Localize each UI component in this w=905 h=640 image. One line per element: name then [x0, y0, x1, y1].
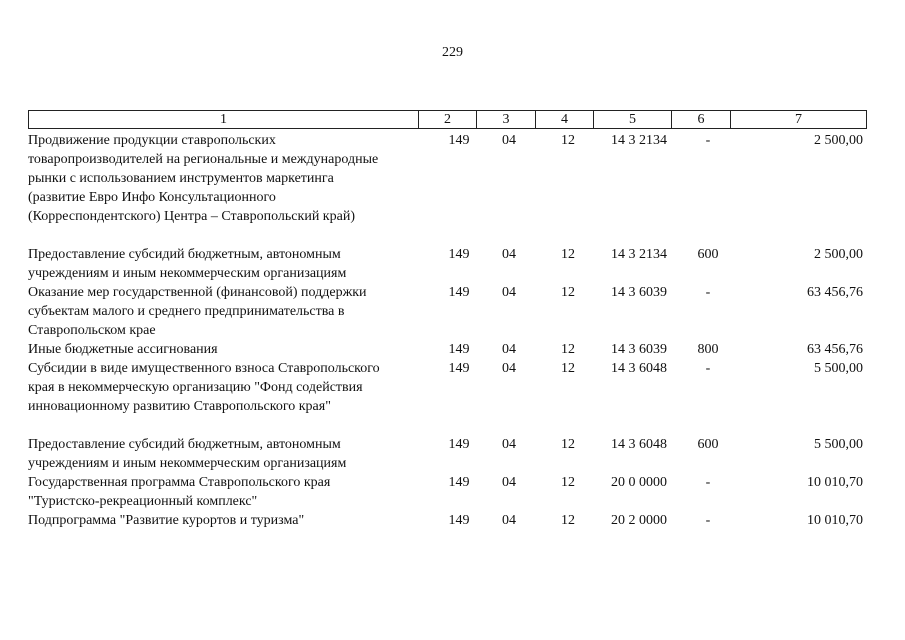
- row-cell-c6: -: [705, 133, 711, 148]
- row-cell-c6: -: [705, 361, 711, 376]
- row-name-line: субъектам малого и среднего предпринимательства в: [28, 304, 345, 319]
- column-header-7: 7: [731, 111, 867, 129]
- row-name-line: Подпрограмма "Развитие курортов и туризма": [28, 513, 305, 528]
- row-cell-c5: 14 3 6048: [611, 361, 667, 376]
- row-cell-c2: 149: [448, 437, 470, 452]
- row-cell-c4: 12: [561, 133, 575, 148]
- row-name-line: Ставропольском крае: [28, 323, 156, 338]
- table-row: [28, 359, 866, 416]
- row-cell-c4: 12: [561, 247, 575, 262]
- row-cell-c2: 149: [448, 475, 470, 490]
- row-name: [28, 283, 439, 340]
- table-row: [28, 245, 866, 283]
- row-cell-c5: 14 3 6039: [611, 285, 667, 300]
- table-row: [28, 131, 866, 226]
- row-cell-c7: 5 500,00: [814, 437, 863, 452]
- row-cell-c2: 149: [448, 247, 470, 262]
- row-name: [28, 511, 439, 530]
- table-body: [28, 131, 866, 530]
- row-cell-c4: 12: [561, 475, 575, 490]
- row-cell-c2: 149: [448, 285, 470, 300]
- row-name-line: края в некоммерческую организацию "Фонд содействия: [28, 380, 363, 395]
- row-cell-c3: 04: [502, 437, 516, 452]
- row-cell-c7: 63 456,76: [807, 285, 863, 300]
- row-cell-c5: 20 0 0000: [611, 475, 667, 490]
- row-name-line: Предоставление субсидий бюджетным, автономным: [28, 247, 341, 262]
- row-cell-c4: 12: [561, 437, 575, 452]
- row-name-line: "Туристско-рекреационный комплекс": [28, 494, 258, 509]
- column-header-2: 2: [419, 111, 477, 129]
- page-number: 229: [442, 45, 463, 60]
- row-cell-c2: 149: [448, 361, 470, 376]
- row-cell-c7: 2 500,00: [814, 247, 863, 262]
- row-cell-c6: -: [705, 285, 711, 300]
- row-cell-c7: 10 010,70: [807, 513, 863, 528]
- column-header-1: 1: [29, 111, 419, 129]
- row-cell-c2: 149: [448, 342, 470, 357]
- row-cell-c2: 149: [448, 133, 470, 148]
- column-header-6: 6: [672, 111, 731, 129]
- column-header-3: 3: [477, 111, 536, 129]
- row-cell-c6: -: [705, 513, 711, 528]
- row-cell-c5: 14 3 2134: [611, 247, 667, 262]
- row-name: [28, 245, 439, 283]
- table-row: [28, 340, 866, 359]
- row-name: [28, 131, 439, 226]
- column-header-4: 4: [536, 111, 594, 129]
- column-header-row: [29, 111, 867, 129]
- row-cell-c3: 04: [502, 342, 516, 357]
- column-header-table: [28, 110, 867, 129]
- row-name-line: Предоставление субсидий бюджетным, автономным: [28, 437, 341, 452]
- row-cell-c4: 12: [561, 513, 575, 528]
- row-name-line: Продвижение продукции ставропольских: [28, 133, 276, 148]
- column-header-5: 5: [594, 111, 672, 129]
- row-cell-c6: 600: [697, 437, 719, 452]
- row-cell-c2: 149: [448, 513, 470, 528]
- row-name-line: (развитие Евро Инфо Консультационного: [28, 190, 276, 205]
- row-cell-c7: 2 500,00: [814, 133, 863, 148]
- row-name-line: Оказание мер государственной (финансовой) поддержки: [28, 285, 367, 300]
- row-cell-c3: 04: [502, 133, 516, 148]
- table-row: [28, 511, 866, 530]
- row-cell-c4: 12: [561, 342, 575, 357]
- row-cell-c5: 14 3 6039: [611, 342, 667, 357]
- row-cell-c6: -: [705, 475, 711, 490]
- table-row: [28, 435, 866, 473]
- row-cell-c5: 14 3 2134: [611, 133, 667, 148]
- row-cell-c4: 12: [561, 361, 575, 376]
- row-name-line: учреждениям и иным некоммерческим организациям: [28, 266, 347, 281]
- row-name: [28, 359, 439, 416]
- row-name-line: инновационному развитию Ставропольского края": [28, 399, 331, 414]
- row-name-line: (Корреспондентского) Центра – Ставропольский край): [28, 209, 355, 224]
- row-cell-c3: 04: [502, 285, 516, 300]
- row-cell-c7: 10 010,70: [807, 475, 863, 490]
- row-name-line: Субсидии в виде имущественного взноса Ставропольского: [28, 361, 380, 376]
- row-name-line: товаропроизводителей на региональные и международные: [28, 152, 379, 167]
- row-name: [28, 340, 439, 359]
- table-row: [28, 473, 866, 511]
- row-name-line: учреждениям и иным некоммерческим организациям: [28, 456, 347, 471]
- row-cell-c7: 63 456,76: [807, 342, 863, 357]
- row-cell-c4: 12: [561, 285, 575, 300]
- row-cell-c6: 600: [697, 247, 719, 262]
- row-name-line: Иные бюджетные ассигнования: [28, 342, 218, 357]
- row-cell-c3: 04: [502, 475, 516, 490]
- row-cell-c5: 20 2 0000: [611, 513, 667, 528]
- row-name-line: рынки с использованием инструментов маркетинга: [28, 171, 334, 186]
- row-cell-c3: 04: [502, 247, 516, 262]
- table-row: [28, 283, 866, 340]
- row-cell-c3: 04: [502, 513, 516, 528]
- row-cell-c3: 04: [502, 361, 516, 376]
- row-cell-c6: 800: [697, 342, 719, 357]
- row-cell-c7: 5 500,00: [814, 361, 863, 376]
- row-name: [28, 473, 439, 511]
- row-name: [28, 435, 439, 473]
- row-name-line: Государственная программа Ставропольского края: [28, 475, 331, 490]
- row-cell-c5: 14 3 6048: [611, 437, 667, 452]
